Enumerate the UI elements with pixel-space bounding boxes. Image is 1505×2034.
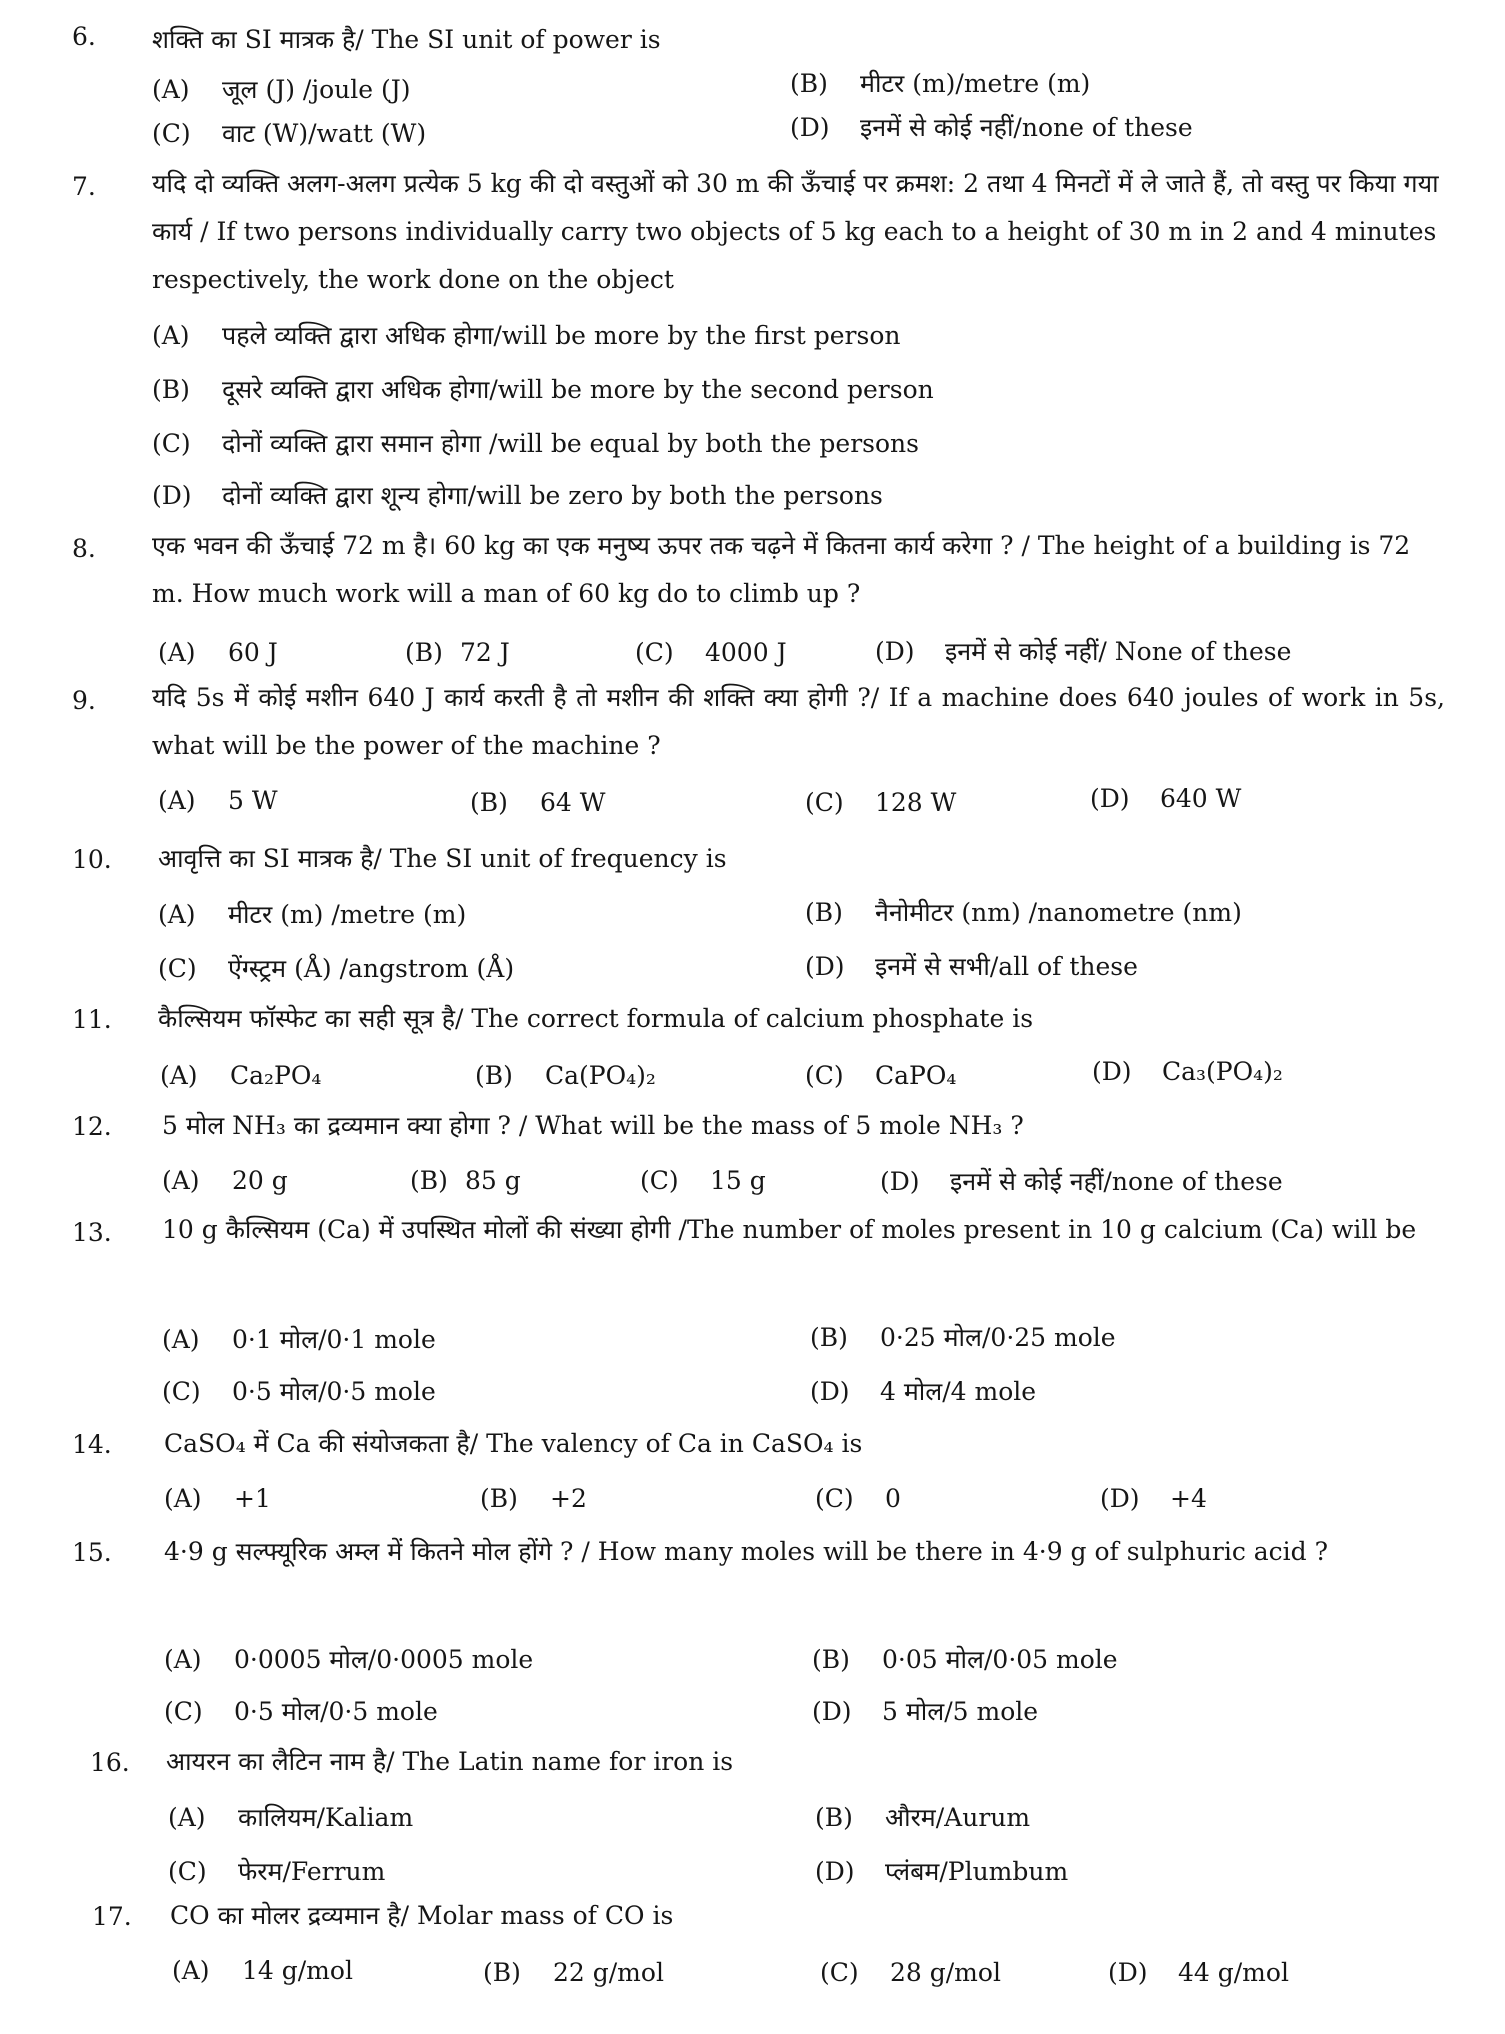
option-c[interactable]: (C) वाट (W)/watt (W) (152, 119, 427, 148)
question-text: कैल्सियम फॉस्फेट का सही सूत्र है/ The correct formula of calcium phosphate is (158, 1004, 1034, 1033)
option-d[interactable]: (D) 5 मोल/5 mole (812, 1697, 1039, 1726)
option-b[interactable]: (B) +2 (480, 1484, 587, 1513)
option-c[interactable]: (C) 0·5 मोल/0·5 mole (162, 1377, 436, 1406)
option-d[interactable]: (D) इनमें से कोई नहीं/none of these (880, 1167, 1283, 1196)
question-text: 4·9 g सल्फ्यूरिक अम्ल में कितने मोल होंगे ? / How many moles will be there in 4·9 g of sulphuric acid ? (164, 1537, 1329, 1566)
question-text: शक्ति का SI मात्रक है/ The SI unit of power is (152, 25, 661, 54)
option-b[interactable]: (B) औरम/Aurum (815, 1803, 1031, 1832)
option-a[interactable]: (A) 0·1 मोल/0·1 mole (162, 1325, 436, 1354)
question-text: यदि दो व्यक्ति अलग-अलग प्रत्येक 5 kg की दो वस्तुओं को 30 m की ऊँचाई पर क्रमश: 2 तथा 4 मिनटों में ले जाते हैं, तो वस्तु पर किया गया कार्य / If two persons individually carry two objects of 5 kg each to a height of 30 m in 2 and 4 minutes respectively, the work done on the object (152, 169, 1439, 294)
option-a[interactable]: (A) 0·0005 मोल/0·0005 mole (164, 1645, 534, 1674)
option-b[interactable]: (B) दूसरे व्यक्ति द्वारा अधिक होगा/will be more by the second person (152, 375, 934, 404)
question-text: 5 मोल NH₃ का द्रव्यमान क्या होगा ? / What will be the mass of 5 mole NH₃ ? (162, 1111, 1024, 1140)
question-number: 14. (72, 1430, 112, 1459)
option-d[interactable]: (D) Ca₃(PO₄)₂ (1092, 1057, 1283, 1086)
option-b[interactable]: (B) 85 g (410, 1166, 521, 1195)
question-number: 13. (72, 1218, 112, 1247)
option-d[interactable]: (D) +4 (1100, 1484, 1207, 1513)
option-d[interactable]: (D) 44 g/mol (1108, 1958, 1289, 1987)
option-c[interactable]: (C) फेरम/Ferrum (168, 1857, 386, 1886)
option-b[interactable]: (B) 0·05 मोल/0·05 mole (812, 1645, 1118, 1674)
question-number: 6. (72, 22, 96, 51)
option-a[interactable]: (A) पहले व्यक्ति द्वारा अधिक होगा/will be more by the first person (152, 321, 901, 350)
option-d[interactable]: (D) इनमें से कोई नहीं/ None of these (875, 637, 1292, 666)
question-text: यदि 5s में कोई मशीन 640 J कार्य करती है तो मशीन की शक्ति क्या होगी ?/ If a machine does 640 joules of work in 5s, what will be the power of the machine ? (152, 683, 1445, 760)
question-text: CO का मोलर द्रव्यमान है/ Molar mass of CO is (170, 1901, 674, 1930)
option-a[interactable]: (A) कालियम/Kaliam (168, 1803, 414, 1832)
question-number: 8. (72, 534, 96, 563)
option-c[interactable]: (C) दोनों व्यक्ति द्वारा समान होगा /will be equal by both the persons (152, 429, 919, 458)
option-c[interactable]: (C) ऐंग्स्ट्रम (Å) /angstrom (Å) (158, 954, 515, 983)
question-number: 9. (72, 686, 96, 715)
option-d[interactable]: (D) इनमें से सभी/all of these (805, 952, 1138, 981)
question-text: 10 g कैल्सियम (Ca) में उपस्थित मोलों की संख्या होगी /The number of moles present in 10 g calcium (Ca) will be (162, 1215, 1417, 1244)
option-d[interactable]: (D) दोनों व्यक्ति द्वारा शून्य होगा/will be zero by both the persons (152, 481, 883, 510)
question-number: 11. (72, 1005, 112, 1034)
option-a[interactable]: (A) 14 g/mol (172, 1956, 353, 1985)
question-text: आवृत्ति का SI मात्रक है/ The SI unit of frequency is (158, 844, 727, 873)
question-text: एक भवन की ऊँचाई 72 m है। 60 kg का एक मनुष्य ऊपर तक चढ़ने में कितना कार्य करेगा ? / The height of a building is 72 m. How much work will a man of 60 kg do to climb up ? (152, 531, 1411, 608)
option-d[interactable]: (D) इनमें से कोई नहीं/none of these (790, 113, 1193, 142)
option-c[interactable]: (C) 28 g/mol (820, 1958, 1001, 1987)
option-c[interactable]: (C) CaPO₄ (805, 1061, 957, 1090)
option-b[interactable]: (B) 64 W (470, 788, 606, 817)
option-b[interactable]: (B) 72 J (405, 638, 510, 667)
question-number: 12. (72, 1112, 112, 1141)
option-a[interactable]: (A) जूल (J) /joule (J) (152, 75, 411, 104)
option-b[interactable]: (B) 22 g/mol (483, 1958, 664, 1987)
option-d[interactable]: (D) 4 मोल/4 mole (810, 1377, 1037, 1406)
option-b[interactable]: (B) Ca(PO₄)₂ (475, 1061, 656, 1090)
question-text: आयरन का लैटिन नाम है/ The Latin name for iron is (166, 1747, 734, 1776)
option-c[interactable]: (C) 0·5 मोल/0·5 mole (164, 1697, 438, 1726)
option-b[interactable]: (B) मीटर (m)/metre (m) (790, 69, 1091, 98)
option-c[interactable]: (C) 4000 J (635, 638, 787, 667)
option-c[interactable]: (C) 0 (815, 1484, 901, 1513)
option-a[interactable]: (A) Ca₂PO₄ (160, 1061, 322, 1090)
option-c[interactable]: (C) 128 W (805, 788, 957, 817)
option-a[interactable]: (A) 5 W (158, 786, 278, 815)
option-b[interactable]: (B) नैनोमीटर (nm) /nanometre (nm) (805, 898, 1242, 927)
option-c[interactable]: (C) 15 g (640, 1166, 766, 1195)
question-number: 16. (90, 1748, 130, 1777)
question-number: 10. (72, 845, 112, 874)
question-number: 15. (72, 1538, 112, 1567)
option-a[interactable]: (A) 20 g (162, 1166, 288, 1195)
question-number: 7. (72, 172, 96, 201)
option-d[interactable]: (D) 640 W (1090, 784, 1242, 813)
question-text: CaSO₄ में Ca की संयोजकता है/ The valency of Ca in CaSO₄ is (164, 1429, 863, 1458)
option-a[interactable]: (A) मीटर (m) /metre (m) (158, 900, 467, 929)
option-b[interactable]: (B) 0·25 मोल/0·25 mole (810, 1323, 1116, 1352)
option-a[interactable]: (A) +1 (164, 1484, 271, 1513)
option-a[interactable]: (A) 60 J (158, 638, 278, 667)
question-number: 17. (92, 1902, 132, 1931)
option-d[interactable]: (D) प्लंबम/Plumbum (815, 1857, 1069, 1886)
